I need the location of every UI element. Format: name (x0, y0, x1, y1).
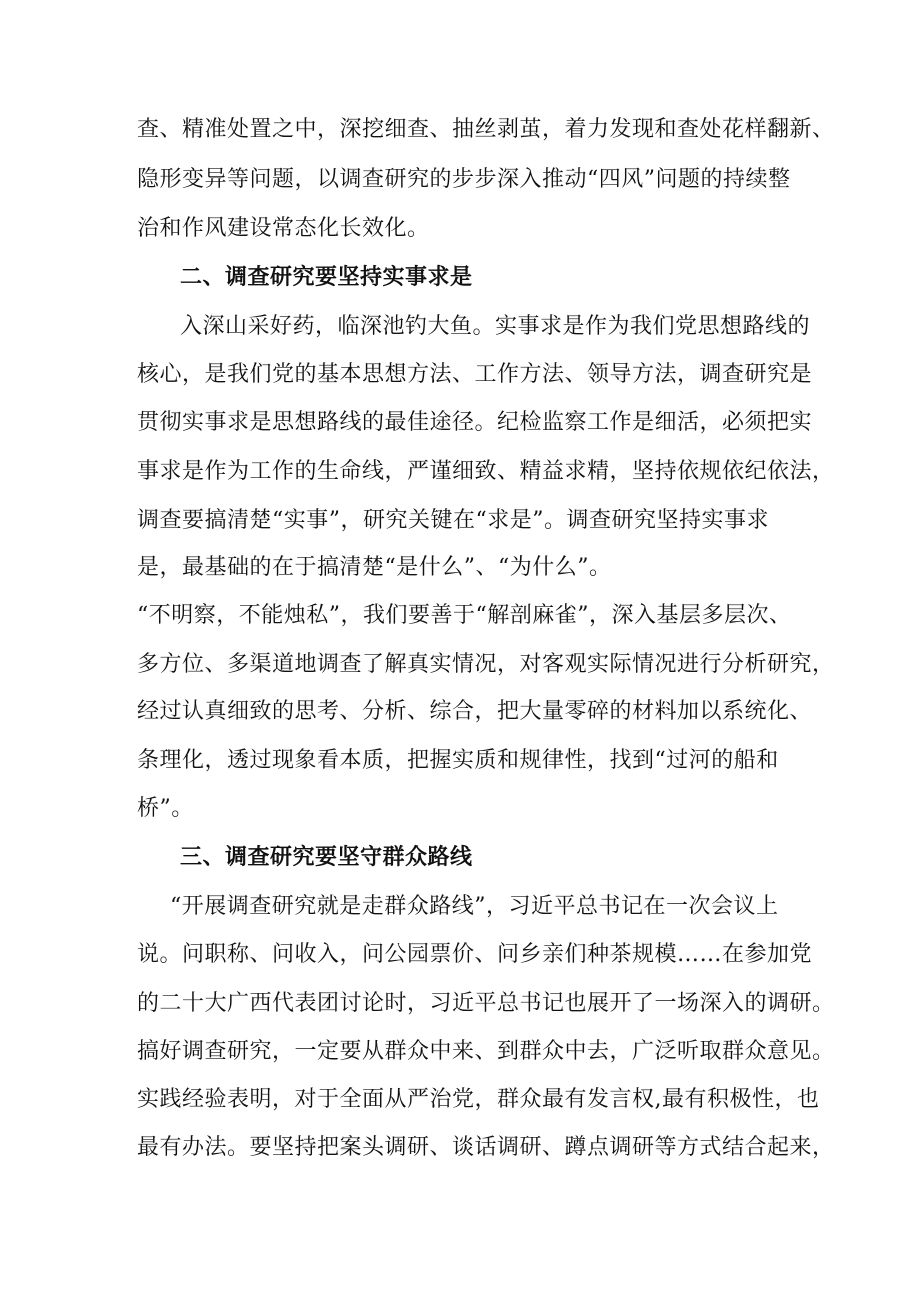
paragraph-line: 隐形变异等问题，以调查研究的步步深入推动“四风”问题的持续整 (137, 167, 791, 192)
section-heading: 三、调查研究要坚守群众路线 (180, 845, 473, 870)
paragraph-line: 搞好调查研究，一定要从群众中来、到群众中去，广泛听取群众意见。 (137, 1039, 835, 1064)
paragraph-line: 说。问职称、问收入，问公园票价、问乡亲们种茶规模……在参加党 (137, 942, 813, 967)
section-heading: 二、调查研究要坚持实事求是 (180, 265, 473, 290)
paragraph-line: 桥”。 (137, 796, 194, 821)
paragraph-line: “开展调查研究就是走群众路线”，习近平总书记在一次会议上 (170, 894, 779, 919)
paragraph-line: 事求是作为工作的生命线，严谨细致、精益求精，坚持依规依纪依法， (137, 459, 835, 484)
paragraph-line: 贯彻实事求是思想路线的最佳途径。纪检监察工作是细活，必须把实 (137, 410, 813, 435)
paragraph-line: 核心，是我们党的基本思想方法、工作方法、领导方法，调查研究是 (137, 362, 813, 387)
paragraph-line: 最有办法。要坚持把案头调研、谈话调研、蹲点调研等方式结合起来， (137, 1135, 835, 1160)
paragraph-line: 治和作风建设常态化长效化。 (137, 216, 430, 241)
paragraph-line: “不明察，不能烛私”，我们要善于“解剖麻雀”，深入基层多层次、 (137, 603, 792, 628)
paragraph-line: 多方位、多渠道地调查了解真实情况，对客观实际情况进行分析研究， (137, 652, 835, 677)
paragraph-line: 实践经验表明，对于全面从严治党，群众最有发言权,最有积极性，也 (137, 1087, 820, 1112)
paragraph-line: 调查要搞清楚“实事”，研究关键在“求是”。调查研究坚持实事求 (137, 508, 769, 533)
paragraph-line: 是，最基础的在于搞清楚“是什么”、“为什么”。 (137, 555, 612, 580)
paragraph-line: 条理化，透过现象看本质，把握实质和规律性，找到“过河的船和 (137, 748, 779, 773)
paragraph-line: 查、精准处置之中，深挖细查、抽丝剥茧，着力发现和查处花样翻新、 (137, 117, 835, 142)
paragraph-line: 经过认真细致的思考、分析、综合，把大量零碎的材料加以系统化、 (137, 699, 813, 724)
paragraph-line: 入深山采好药，临深池钓大鱼。实事求是作为我们党思想路线的 (180, 314, 811, 339)
paragraph-line: 的二十大广西代表团讨论时，习近平总书记也展开了一场深入的调研。 (137, 991, 835, 1016)
